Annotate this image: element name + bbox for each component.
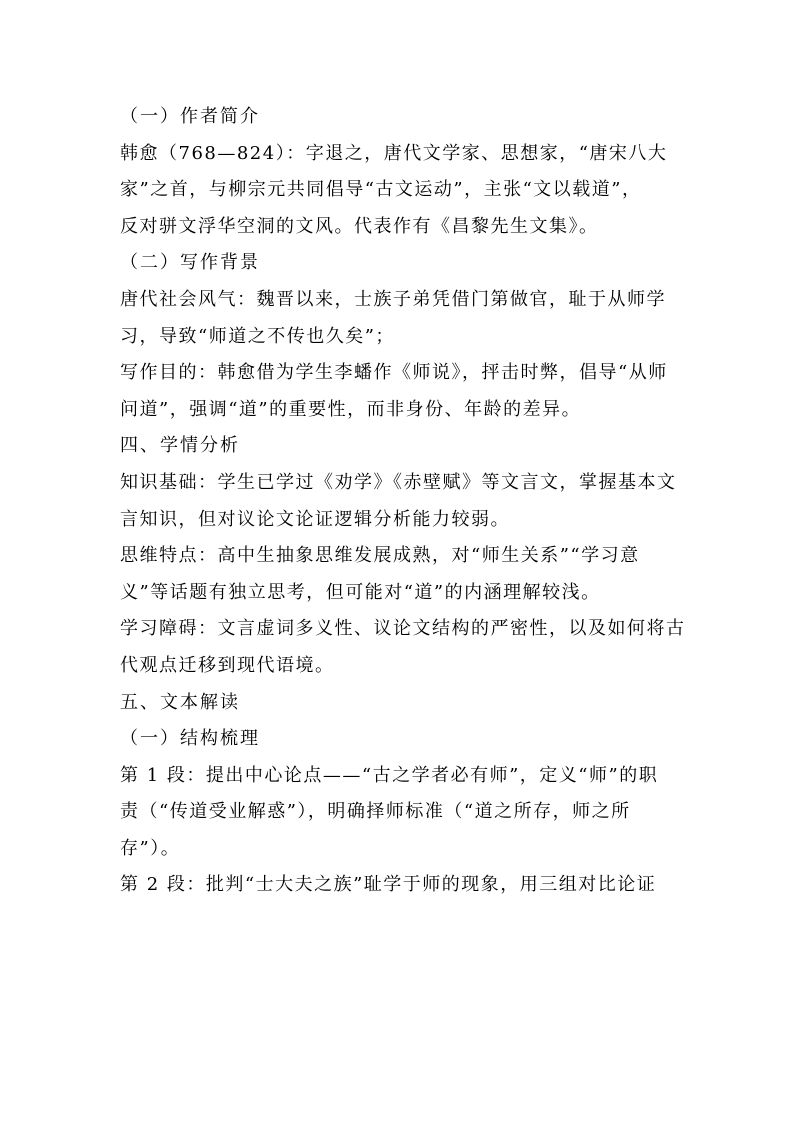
paragraph-line: 学习障碍：文言虚词多义性、议论文结构的严密性，以及如何将古: [120, 618, 686, 640]
document-body: [120, 99, 686, 904]
section-heading-writing-background: （二）写作背景: [120, 252, 260, 274]
paragraph-line: 反对骈文浮华空洞的文风。代表作有《昌黎先生文集》。: [120, 215, 599, 237]
paragraph-line: 韩愈（768—824）：字退之，唐代文学家、思想家，“唐宋八大: [120, 142, 668, 164]
section-heading-text-interpretation: 五、文本解读: [120, 691, 240, 713]
paragraph-line: 思维特点：高中生抽象思维发展成熟，对“师生关系”“学习意: [120, 545, 640, 567]
paragraph-line: 问道”，强调“道”的重要性，而非身份、年龄的差异。: [120, 398, 582, 420]
paragraph-line: 家”之首，与柳宗元共同倡导“古文运动”，主张“文以载道”，: [120, 179, 642, 201]
paragraph-line: 责（“传道受业解惑”），明确择师标准（“道之所存，师之所: [120, 801, 631, 823]
paragraph-line: 言知识，但对议论文论证逻辑分析能力较弱。: [120, 508, 510, 530]
paragraph-line: 代观点迁移到现代语境。: [120, 654, 335, 676]
paragraph-line: 第 2 段：批判“士大夫之族”耻学于师的现象，用三组对比论证: [120, 874, 657, 896]
paragraph-line: 知识基础：学生已学过《劝学》《赤壁赋》等文言文，掌握基本文: [120, 471, 677, 493]
paragraph-line: 唐代社会风气：魏晋以来，士族子弟凭借门第做官，耻于从师学: [120, 288, 666, 310]
section-heading-learner-analysis: 四、学情分析: [120, 435, 240, 457]
section-heading-structure: （一）结构梳理: [120, 728, 260, 750]
paragraph-line: 存”）。: [120, 837, 181, 859]
paragraph-line: 习，导致“师道之不传也久矣”；: [120, 325, 395, 347]
paragraph-line: 第 1 段：提出中心论点——“古之学者必有师”，定义“师”的职: [120, 764, 659, 786]
paragraph-line: 写作目的：韩愈借为学生李蟠作《师说》，抨击时弊，倡导“从师: [120, 362, 668, 384]
paragraph-line: 义”等话题有独立思考，但可能对“道”的内涵理解较浅。: [120, 581, 601, 603]
section-heading-author-intro: （一）作者简介: [120, 106, 260, 127]
